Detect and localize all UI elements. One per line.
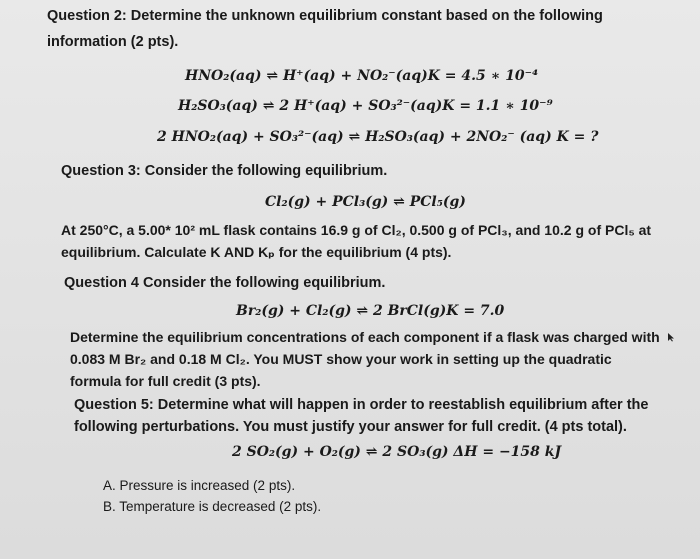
question4-line3: formula for full credit (3 pts). (70, 373, 261, 389)
question2-equation-1: HNO₂(aq) ⇌ H⁺(aq) + NO₂⁻(aq)K = 4.5 ∗ 10⁻⁴ (185, 68, 539, 84)
question4-equation: Br₂(g) + Cl₂(g) ⇌ 2 BrCl(g)K = 7.0 (236, 303, 505, 319)
question2-equation-3: 2 HNO₂(aq) + SO₃²⁻(aq) ⇌ H₂SO₃(aq) + 2NO₂⁻ (aq) K = ? (157, 129, 599, 145)
question5-line2: following perturbations. You must justify your answer for full credit. (4 pts total). (74, 419, 627, 435)
question2-line2: information (2 pts). (47, 34, 179, 50)
question4-line1: Determine the equilibrium concentrations of each component if a flask was charged with (70, 329, 660, 345)
question3-line1: At 250°C, a 5.00* 10² mL flask contains 16.9 g of Cl₂, 0.500 g of PCl₃, and 10.2 g of PCl₅ at (61, 222, 652, 238)
mouse-cursor-icon (666, 332, 676, 342)
question4-line2: 0.083 M Br₂ and 0.18 M Cl₂. You MUST show your work in setting up the quadratic (70, 351, 612, 367)
question3-equation: Cl₂(g) + PCl₃(g) ⇌ PCl₅(g) (265, 194, 466, 210)
question5-item-a: A. Pressure is increased (2 pts). (103, 478, 296, 493)
question3-heading: Question 3: Consider the following equilibrium. (61, 163, 388, 179)
question5-line1: Question 5: Determine what will happen in order to reestablish equilibrium after the (74, 397, 649, 413)
question5-item-b: B. Temperature is decreased (2 pts). (103, 499, 322, 514)
question5-equation: 2 SO₂(g) + O₂(g) ⇌ 2 SO₃(g) ΔH = −158 kJ (232, 444, 562, 460)
question2-equation-2: H₂SO₃(aq) ⇌ 2 H⁺(aq) + SO₃²⁻(aq)K = 1.1 ∗ 10⁻⁹ (178, 98, 553, 114)
question2-line1: Question 2: Determine the unknown equilibrium constant based on the following (47, 8, 603, 24)
question4-heading: Question 4 Consider the following equilibrium. (64, 275, 386, 291)
question3-line2: equilibrium. Calculate K AND Kₚ for the equilibrium (4 pts). (61, 244, 452, 260)
